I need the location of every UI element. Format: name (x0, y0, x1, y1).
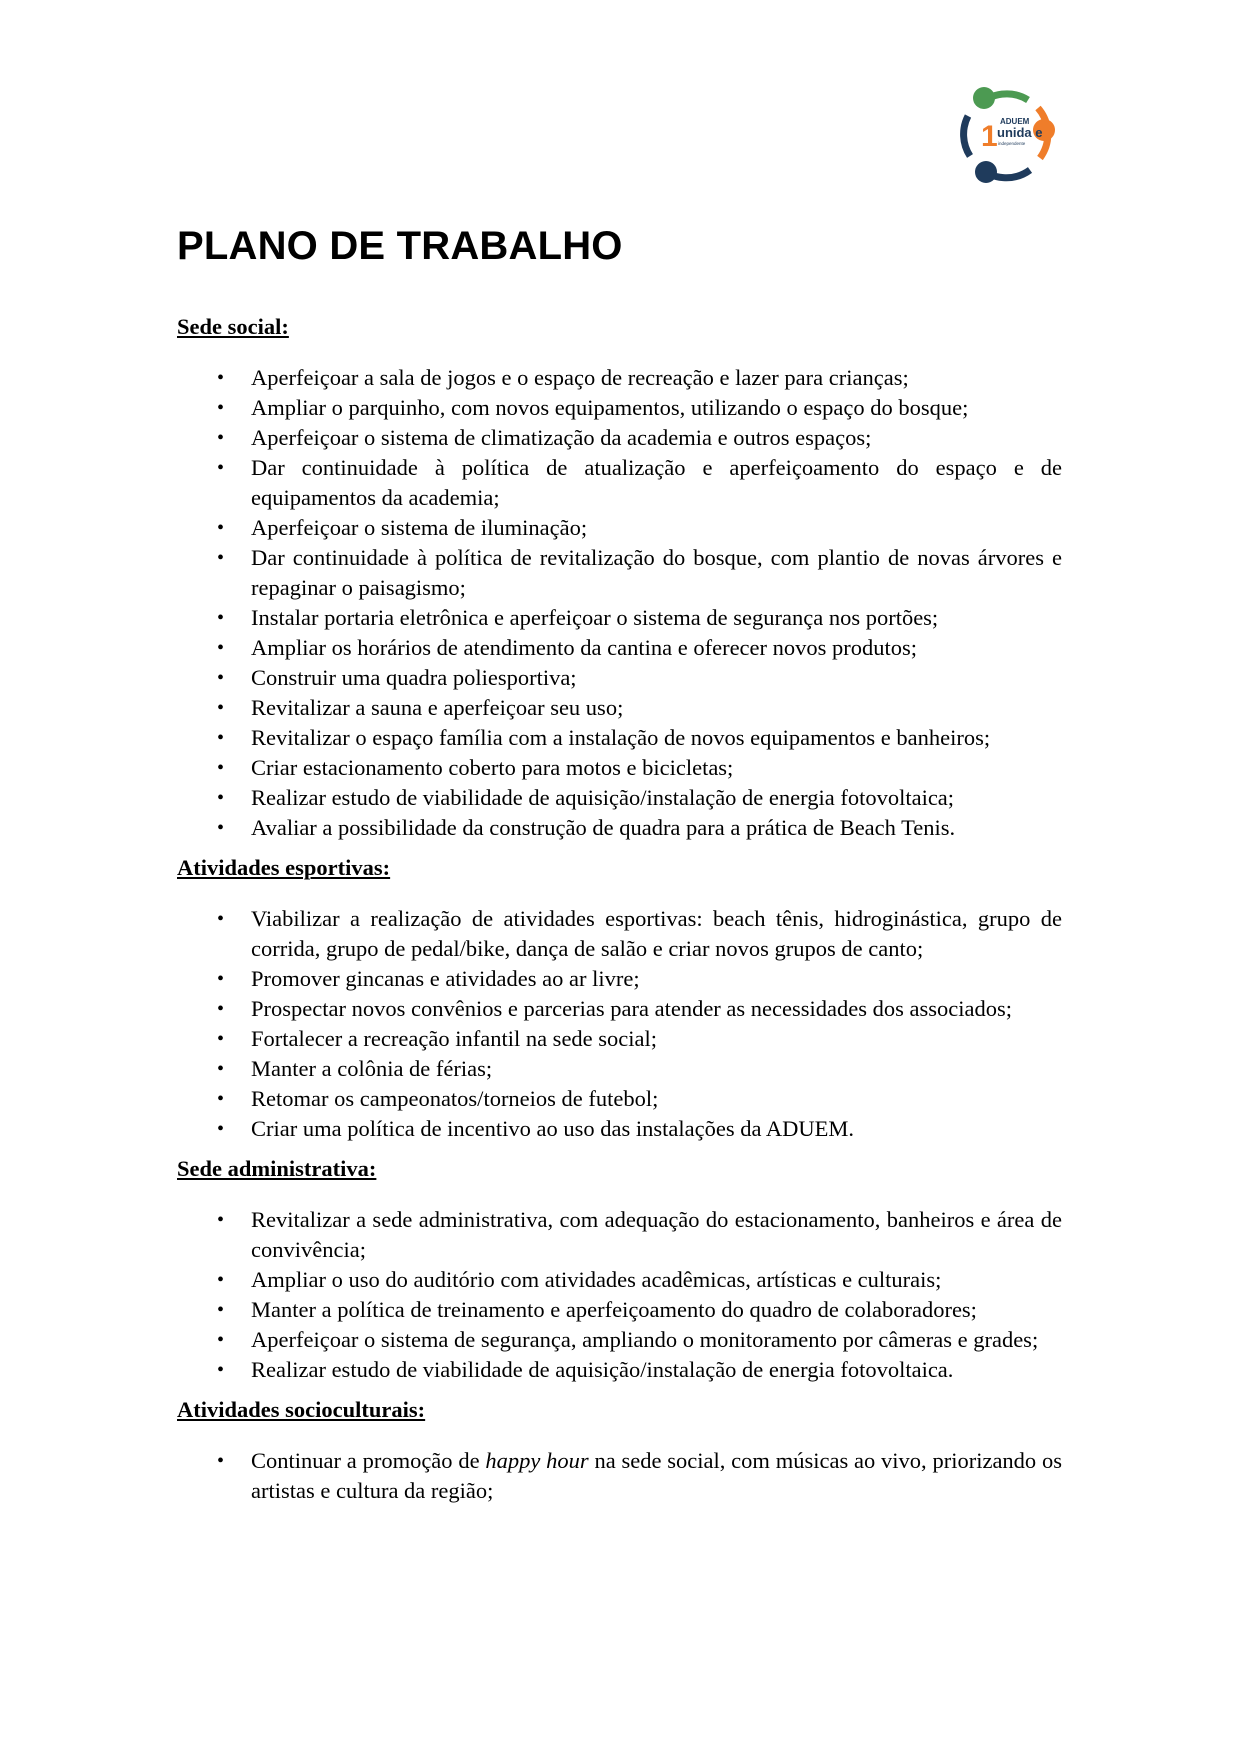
bullet-icon: • (217, 908, 225, 930)
list-item (177, 393, 1062, 423)
bullet-icon: • (217, 607, 225, 629)
list-item-text: Criar uma política de incentivo ao uso das instalações da ADUEM. (251, 1116, 854, 1141)
list-item (177, 603, 1062, 633)
list-item-text: Aperfeiçoar a sala de jogos e o espaço de recreação e lazer para crianças; (251, 365, 909, 390)
section-heading: Sede administrativa: (177, 1156, 377, 1181)
list-item-text: Dar continuidade à política de revitalização do bosque, com plantio de novas árvores e repaginar o paisagismo; (251, 545, 1062, 600)
list-item (177, 1054, 1062, 1084)
bullet-icon: • (217, 1359, 225, 1381)
document-body (177, 312, 1062, 1516)
logo-name: ADUEM (1000, 117, 1030, 126)
bullet-icon: • (217, 1299, 225, 1321)
list-item-text: Manter a política de treinamento e aperfeiçoamento do quadro de colaboradores; (251, 1297, 977, 1322)
list-item-text: Criar estacionamento coberto para motos e bicicletas; (251, 755, 734, 780)
bullet-list (177, 1446, 1062, 1506)
list-item-text: Continuar a promoção de (251, 1448, 486, 1473)
bullet-icon: • (217, 1329, 225, 1351)
page-title: PLANO DE TRABALHO (177, 224, 623, 268)
list-item-text: Ampliar os horários de atendimento da cantina e oferecer novos produtos; (251, 635, 918, 660)
logo-number: 1 (981, 120, 998, 153)
aduem-logo-graphic (956, 84, 1056, 184)
list-item (177, 1325, 1062, 1355)
bullet-icon: • (217, 1450, 225, 1472)
bullet-icon: • (217, 998, 225, 1020)
bullet-icon: • (217, 817, 225, 839)
list-item-text: Dar continuidade à política de atualização e aperfeiçoamento do espaço e de equipamentos da academia; (251, 455, 1062, 510)
bullet-icon: • (217, 427, 225, 449)
list-item-text: Aperfeiçoar o sistema de segurança, ampliando o monitoramento por câmeras e grades; (251, 1327, 1039, 1352)
list-item (177, 423, 1062, 453)
bullet-icon: • (217, 367, 225, 389)
list-item-text: Retomar os campeonatos/torneios de futebol; (251, 1086, 659, 1111)
bullet-icon: • (217, 547, 225, 569)
bullet-list (177, 1205, 1062, 1385)
section-heading: Atividades esportivas: (177, 855, 391, 880)
bullet-icon: • (217, 968, 225, 990)
bullet-icon: • (217, 397, 225, 419)
list-item (177, 1024, 1062, 1054)
list-item-text: Fortalecer a recreação infantil na sede social; (251, 1026, 658, 1051)
list-item-text: Avaliar a possibilidade da construção de quadra para a prática de Beach Tenis. (251, 815, 956, 840)
list-item-text: Realizar estudo de viabilidade de aquisição/instalação de energia fotovoltaica; (251, 785, 955, 810)
list-item (177, 1265, 1062, 1295)
list-item-text: Manter a colônia de férias; (251, 1056, 493, 1081)
list-item (177, 1446, 1062, 1506)
list-item (177, 1295, 1062, 1325)
list-item-text: Promover gincanas e atividades ao ar livre; (251, 966, 640, 991)
emphasized-text: happy hour (485, 1448, 589, 1473)
list-item (177, 633, 1062, 663)
list-item (177, 904, 1062, 964)
aduem-logo (956, 84, 1056, 184)
list-item-text: Viabilizar a realização de atividades esportivas: beach tênis, hidroginástica, grupo de corrida, grupo de pedal/bike, dança de salão e criar novos grupos de canto; (251, 906, 1062, 961)
logo-tagline: unida e (997, 125, 1043, 140)
list-item (177, 663, 1062, 693)
bullet-icon: • (217, 1088, 225, 1110)
list-item-text: Aperfeiçoar o sistema de iluminação; (251, 515, 588, 540)
list-item (177, 693, 1062, 723)
list-item-text: Aperfeiçoar o sistema de climatização da academia e outros espaços; (251, 425, 872, 450)
bullet-icon: • (217, 457, 225, 479)
list-item (177, 513, 1062, 543)
list-item (177, 994, 1062, 1024)
list-item-text: Construir uma quadra poliesportiva; (251, 665, 577, 690)
list-item-text: Instalar portaria eletrônica e aperfeiçoar o sistema de segurança nos portões; (251, 605, 939, 630)
bullet-icon: • (217, 1269, 225, 1291)
bullet-list (177, 363, 1062, 843)
list-item-text: Revitalizar a sede administrativa, com adequação do estacionamento, banheiros e área de convivência; (251, 1207, 1062, 1262)
list-item (177, 363, 1062, 393)
list-item-text: Revitalizar o espaço família com a instalação de novos equipamentos e banheiros; (251, 725, 991, 750)
bullet-icon: • (217, 1028, 225, 1050)
list-item-text: Revitalizar a sauna e aperfeiçoar seu uso; (251, 695, 624, 720)
section-heading: Atividades socioculturais: (177, 1397, 426, 1422)
section-heading: Sede social: (177, 314, 289, 339)
list-item-text: Ampliar o parquinho, com novos equipamentos, utilizando o espaço do bosque; (251, 395, 969, 420)
list-item-text: Prospectar novos convênios e parcerias para atender as necessidades dos associados; (251, 996, 1012, 1021)
list-item (177, 753, 1062, 783)
list-item (177, 543, 1062, 603)
bullet-icon: • (217, 667, 225, 689)
list-item (177, 1084, 1062, 1114)
bullet-icon: • (217, 697, 225, 719)
bullet-icon: • (217, 637, 225, 659)
list-item (177, 453, 1062, 513)
bullet-icon: • (217, 1209, 225, 1231)
list-item (177, 1355, 1062, 1385)
list-item (177, 1114, 1062, 1144)
list-item (177, 813, 1062, 843)
bullet-icon: • (217, 757, 225, 779)
list-item-text: na sede social, com músicas ao vivo, priorizando os artistas e cultura da região; (251, 1448, 1062, 1503)
bullet-list (177, 904, 1062, 1144)
list-item (177, 964, 1062, 994)
bullet-icon: • (217, 517, 225, 539)
list-item (177, 1205, 1062, 1265)
list-item (177, 723, 1062, 753)
list-item-text: Ampliar o uso do auditório com atividades acadêmicas, artísticas e culturais; (251, 1267, 942, 1292)
list-item-text: Realizar estudo de viabilidade de aquisição/instalação de energia fotovoltaica. (251, 1357, 954, 1382)
bullet-icon: • (217, 1058, 225, 1080)
bullet-icon: • (217, 727, 225, 749)
bullet-icon: • (217, 1118, 225, 1140)
logo-subtitle: independente (998, 141, 1026, 146)
bullet-icon: • (217, 787, 225, 809)
list-item (177, 783, 1062, 813)
